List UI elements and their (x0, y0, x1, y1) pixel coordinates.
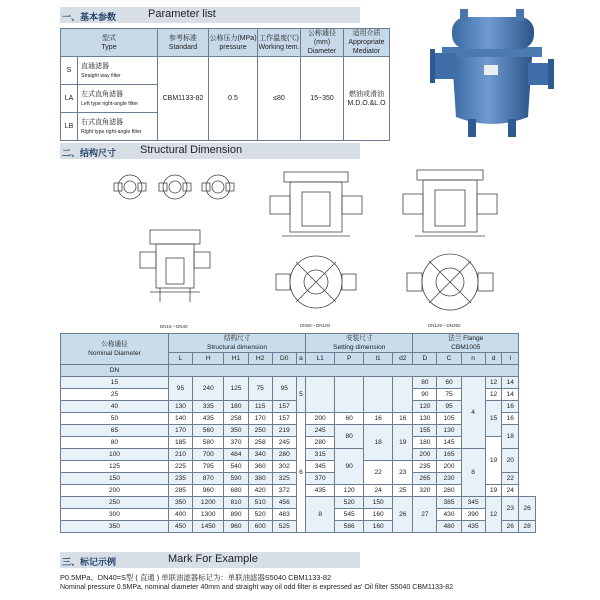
cell-c: 345 (461, 497, 485, 509)
col-a: a (296, 353, 305, 365)
cell-h2: 258 (248, 437, 272, 449)
inlet-flange (430, 49, 435, 83)
cell-bolt-l: 24 (502, 485, 519, 497)
cell-c: 95 (437, 401, 461, 413)
parameter-table (60, 28, 390, 141)
cell-l: 185 (168, 437, 192, 449)
cell-d: 385 (437, 497, 461, 509)
leg-right (508, 119, 516, 137)
mark-example-cn: P0.5MPa、DN40=S型 ( 直通 ) 单联油滤器标记为：单联油滤器S5040 CBM1133-82 (60, 573, 332, 582)
h-dia-en: Diameter (307, 48, 337, 55)
section-2-cn: 二、结构尺寸 (62, 148, 117, 158)
cell-d0: 302 (272, 461, 296, 473)
section-3-cn: 三、标记示例 (62, 557, 117, 567)
cell-l1b: 26 (393, 497, 413, 533)
section-1-en: Parameter list (148, 8, 216, 20)
type-code-s: S (61, 57, 78, 85)
cell-d: 235 (413, 461, 437, 473)
diameter-value: 15~350 (301, 57, 344, 141)
cell-h2: 360 (248, 461, 272, 473)
cell-h: 1200 (193, 497, 224, 509)
cell-c: 165 (437, 449, 461, 461)
col-l: l (502, 353, 519, 365)
medium-section-view (270, 172, 362, 236)
cell-bolt-l: 22 (502, 473, 519, 485)
h-struct-en: Structural dimension (206, 344, 268, 351)
cell-a: 5 (296, 377, 305, 413)
caption-medium: DN50～DN100 (300, 323, 331, 328)
section-2-en: Structural Dimension (140, 144, 243, 156)
cell-h2: 250 (248, 425, 272, 437)
cell-l: 210 (168, 449, 192, 461)
type-la-en: Left type right-angle filter (81, 100, 139, 107)
h-set-en: Setting dimension (333, 344, 386, 351)
leg-left (468, 119, 476, 137)
small-section-view (140, 230, 210, 302)
cell-dn: 125 (61, 461, 169, 473)
col-C: C (437, 353, 461, 365)
cell-d: 265 (413, 473, 437, 485)
cell-h: 700 (193, 449, 224, 461)
cell-p: 80 (335, 425, 364, 449)
cell-d: 480 (437, 521, 461, 533)
cell-dn: 100 (61, 449, 169, 461)
cell-bolt-l: 28 (519, 521, 536, 533)
cell-dn: 65 (61, 425, 169, 437)
cell-p: 160 (364, 521, 393, 533)
diagram-small (110, 162, 240, 332)
caption-small: DN15～DN40 (160, 324, 188, 329)
cell-l1: 345 (306, 461, 335, 473)
h-flange-std: CBM1005 (451, 344, 481, 351)
col-DN: DN (61, 365, 169, 377)
cell-h2: 420 (248, 485, 272, 497)
h-med-cn: 适用介质 (352, 30, 381, 37)
cell-h: 580 (193, 437, 224, 449)
cell-d0: 525 (272, 521, 296, 533)
h-pres-cn: 公称压力(MPa) (209, 34, 257, 42)
cell-bolt-l: 26 (519, 497, 536, 521)
cell-l1: 545 (335, 509, 364, 521)
col-D0: D0 (272, 353, 296, 365)
cell-h: 1300 (193, 509, 224, 521)
cell-a: 6 (296, 413, 305, 533)
dimension-table (60, 333, 536, 533)
cell-d: 180 (413, 437, 437, 449)
large-section-view (403, 170, 497, 236)
cell-bolt-d: 12 (485, 377, 502, 389)
medium-en: M.D.O.&L.O (347, 99, 386, 107)
cell-d0: 157 (272, 413, 296, 425)
cell-n: 12 (485, 497, 502, 533)
diagram-large (395, 160, 505, 325)
cell-d: 120 (413, 401, 437, 413)
cell-dn: 50 (61, 413, 169, 425)
cell-l1: 245 (306, 425, 335, 437)
type-s-cn: 直通滤器 (81, 62, 109, 70)
section-1-cn: 一、基本参数 (62, 12, 117, 22)
cell-h: 960 (193, 485, 224, 497)
cell-l: 170 (168, 425, 192, 437)
cell-c: 130 (437, 425, 461, 437)
cell-h2: 340 (248, 449, 272, 461)
h-flange: 法兰 Flange (448, 335, 484, 342)
temp-value: ≤80 (258, 57, 301, 141)
caption-large: DN125～DN350 (428, 323, 461, 328)
col-l1: l1 (364, 353, 393, 365)
cell-l1b: 16 (364, 413, 393, 425)
cell-h: 1450 (193, 521, 224, 533)
large-plan-view (407, 254, 493, 310)
type-la-cn: 左式直角滤器 (81, 90, 123, 98)
cell-l1: 315 (306, 449, 335, 461)
col-H1: H1 (224, 353, 248, 365)
cell-d0: 483 (272, 509, 296, 521)
type-s-en: Straight way filter (81, 72, 121, 79)
lift-eye-left (460, 9, 468, 21)
cell-l1: 520 (335, 497, 364, 509)
h-temp-en: Working tem. (258, 43, 300, 51)
cell-p-empty (335, 377, 364, 413)
cell-h1: 540 (224, 461, 248, 473)
h-dn-en: Nominal Diameter (88, 350, 141, 357)
col-d: d (485, 353, 502, 365)
h-med-en: Appropriate Mediator (348, 39, 385, 55)
cell-p: 90 (335, 449, 364, 485)
cell-bolt-l: 20 (502, 449, 519, 473)
cell-h: 335 (193, 401, 224, 413)
h-set-cn: 安装尺寸 (346, 335, 373, 342)
cell-h1: 350 (224, 425, 248, 437)
col-L1: L1 (306, 353, 335, 365)
cell-bolt-l: 16 (502, 401, 519, 413)
cell-h1: 258 (224, 413, 248, 425)
cell-l1-empty (306, 377, 335, 413)
col-H: H (193, 353, 224, 365)
small-top-view-3 (202, 175, 234, 199)
cell-d2: 16 (393, 413, 413, 425)
cell-c: 280 (437, 485, 461, 497)
cell-h1: 484 (224, 449, 248, 461)
cell-d0: 219 (272, 425, 296, 437)
cell-h: 240 (193, 377, 224, 401)
cell-d2: 19 (393, 425, 413, 461)
cell-a: 8 (306, 497, 335, 533)
cell-h1: 590 (224, 473, 248, 485)
cell-h: 560 (193, 425, 224, 437)
cell-l1: 586 (335, 521, 364, 533)
type-lb-en: Right type right-angle filter (81, 128, 142, 135)
cell-n: 4 (461, 377, 485, 449)
section-3-en: Mark For Example (168, 553, 258, 565)
cell-l: 350 (168, 497, 192, 509)
lift-eye-right (516, 9, 524, 21)
cell-p: 160 (364, 509, 393, 521)
medium-plan-view (276, 256, 356, 308)
cell-d: 80 (413, 377, 437, 389)
h-type-en: Type (101, 43, 117, 51)
cell-d2-empty (393, 377, 413, 413)
cell-l: 285 (168, 485, 192, 497)
cell-l: 400 (168, 509, 192, 521)
col-d2: d2 (393, 353, 413, 365)
cell-bolt-d: 12 (485, 389, 502, 401)
cell-l: 450 (168, 521, 192, 533)
cell-dn: 40 (61, 401, 169, 413)
cell-dn: 250 (61, 497, 169, 509)
col-H2: H2 (248, 353, 272, 365)
cell-h1: 370 (224, 437, 248, 449)
cell-c: 105 (437, 413, 461, 425)
cell-dn: 200 (61, 485, 169, 497)
cell-h2: 600 (248, 521, 272, 533)
pressure-value: 0.5 (209, 57, 258, 141)
cell-l: 225 (168, 461, 192, 473)
cell-c: 435 (461, 521, 485, 533)
cell-h1: 680 (224, 485, 248, 497)
cell-h1: 810 (224, 497, 248, 509)
cell-d0: 280 (272, 449, 296, 461)
cell-d0: 456 (272, 497, 296, 509)
h-std-cn: 参考标准 (169, 34, 197, 42)
cell-bolt-l: 18 (502, 425, 519, 449)
h-struct-cn: 结构尺寸 (223, 335, 251, 342)
col-D: D (413, 353, 437, 365)
cell-l1: 200 (306, 413, 335, 425)
cell-l1b: 24 (364, 485, 393, 497)
cell-d0: 157 (272, 401, 296, 413)
cell-bolt-l: 14 (502, 389, 519, 401)
cell-d0: 245 (272, 437, 296, 449)
cell-d: 130 (413, 413, 437, 425)
cell-d2: 25 (393, 485, 413, 497)
cell-p: 60 (335, 413, 364, 425)
diagram-medium (262, 160, 370, 325)
type-lb-cn: 右式直角滤器 (81, 118, 123, 126)
cell-l1b-empty (364, 377, 393, 413)
h-pres-en: pressure (219, 43, 247, 51)
type-code-lb: LB (61, 113, 78, 141)
h-dn-cn: 公称通径 (101, 341, 128, 348)
cell-bolt-d: 26 (502, 521, 519, 533)
mark-example-en: Nominal pressure 0.5MPa, nominal diameter 40mm and straight way oil odd filter is expressed as' Oil filter S5040 CBM1133-82 (60, 584, 453, 591)
cell-h: 795 (193, 461, 224, 473)
table-row (61, 377, 536, 389)
cell-d2: 27 (413, 497, 437, 533)
cell-d: 200 (413, 449, 437, 461)
cell-l: 140 (168, 413, 192, 425)
cell-d0: 325 (272, 473, 296, 485)
cell-bolt-l: 16 (502, 413, 519, 425)
h-std-en: Standard (168, 43, 198, 51)
cell-l: 235 (168, 473, 192, 485)
cell-bolt-l: 14 (502, 377, 519, 389)
h-temp-cn: 工作温度(℃) (259, 34, 299, 42)
col-L: L (168, 353, 192, 365)
standard-value: CBM1133-82 (158, 57, 209, 141)
h-dia-cn: 公称通径(mm) (308, 30, 336, 46)
h-type-cn: 型式 (102, 34, 116, 42)
cell-c: 60 (437, 377, 461, 389)
nameplate (484, 65, 498, 75)
cell-bolt-d: 23 (502, 497, 519, 521)
cell-d: 430 (437, 509, 461, 521)
cell-d2: 23 (393, 461, 413, 485)
cell-h2: 75 (248, 377, 272, 401)
col-P: P (335, 353, 364, 365)
cell-c: 145 (437, 437, 461, 449)
cell-dn: 300 (61, 509, 169, 521)
cell-h2: 115 (248, 401, 272, 413)
cell-l1b: 18 (364, 425, 393, 461)
cell-l: 130 (168, 401, 192, 413)
cell-c: 200 (437, 461, 461, 473)
cell-l1b: 22 (364, 461, 393, 485)
cell-c: 390 (461, 509, 485, 521)
cell-d: 90 (413, 389, 437, 401)
outlet-flange (548, 59, 554, 89)
cell-d: 320 (413, 485, 437, 497)
product-photo (430, 5, 555, 140)
cell-l: 95 (168, 377, 192, 401)
cell-h2: 170 (248, 413, 272, 425)
cell-l1: 370 (306, 473, 335, 485)
cell-c: 230 (437, 473, 461, 485)
cell-h1: 125 (224, 377, 248, 401)
cell-dn: 150 (61, 473, 169, 485)
cell-d0: 372 (272, 485, 296, 497)
cell-h2: 510 (248, 497, 272, 509)
cell-d0: 95 (272, 377, 296, 401)
cell-h2: 380 (248, 473, 272, 485)
cell-h2: 520 (248, 509, 272, 521)
cell-l1: 280 (306, 437, 335, 449)
cell-n: 8 (461, 449, 485, 497)
cell-h1: 180 (224, 401, 248, 413)
filter-cap (452, 17, 534, 49)
cell-dn: 80 (61, 437, 169, 449)
cell-bolt-d: 19 (485, 485, 502, 497)
col-n: n (461, 353, 485, 365)
small-top-view-1 (114, 175, 146, 199)
cell-dn: 350 (61, 521, 169, 533)
cell-d: 155 (413, 425, 437, 437)
cell-dn: 15 (61, 377, 169, 389)
type-code-la: LA (61, 85, 78, 113)
cell-bolt-d: 15 (485, 401, 502, 437)
cell-h: 435 (193, 413, 224, 425)
cell-p: 120 (335, 485, 364, 497)
cell-p: 150 (364, 497, 393, 509)
cell-bolt-d: 19 (485, 437, 502, 485)
cell-c: 75 (437, 389, 461, 401)
cell-h: 870 (193, 473, 224, 485)
cell-dn: 25 (61, 389, 169, 401)
cell-h1: 890 (224, 509, 248, 521)
medium-cn: 燃油或滑油 (349, 90, 384, 98)
cell-h1: 960 (224, 521, 248, 533)
cell-l1: 435 (306, 485, 335, 497)
small-top-view-2 (159, 175, 191, 199)
